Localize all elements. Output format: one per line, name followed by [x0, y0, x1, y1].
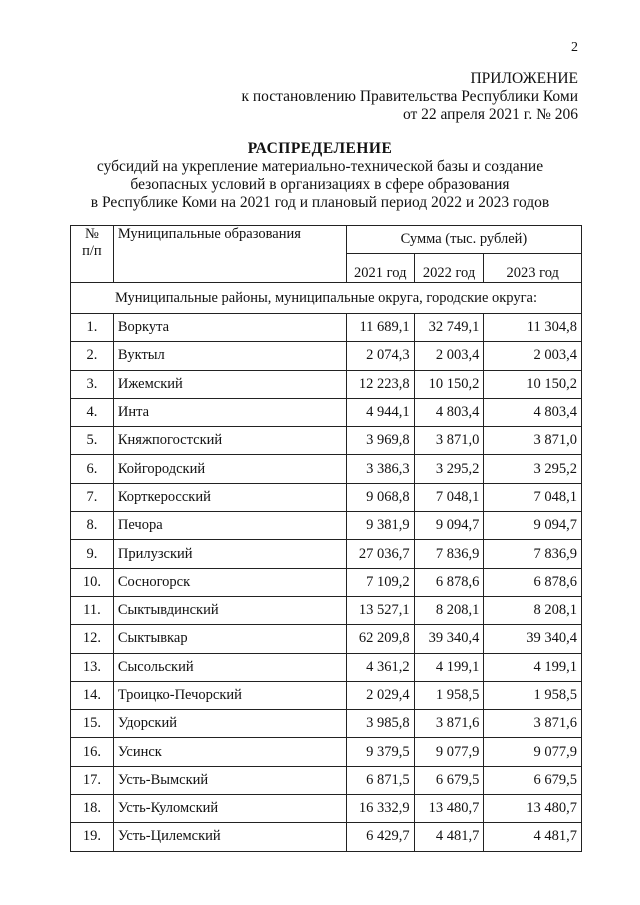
row-value-2023: 7 048,1 [484, 483, 582, 511]
table-row [71, 342, 582, 370]
row-municipality: Усть-Вымский [113, 766, 346, 794]
row-value-2023: 3 871,6 [484, 710, 582, 738]
row-municipality: Прилузский [113, 540, 346, 568]
row-number: 19. [71, 823, 114, 851]
row-municipality: Инта [113, 398, 346, 426]
row-municipality: Троицко-Печорский [113, 681, 346, 709]
appendix-block [241, 70, 578, 124]
row-value-2022: 32 749,1 [414, 314, 484, 342]
distribution-table [70, 225, 582, 852]
header-year-2022: 2022 год [414, 254, 484, 283]
row-municipality: Усинск [113, 738, 346, 766]
row-value-2021: 9 379,5 [346, 738, 414, 766]
row-value-2023: 9 077,9 [484, 738, 582, 766]
row-value-2021: 9 068,8 [346, 483, 414, 511]
table-row [71, 823, 582, 851]
row-value-2023: 39 340,4 [484, 625, 582, 653]
row-municipality: Сыктывкар [113, 625, 346, 653]
table-row [71, 540, 582, 568]
row-number: 8. [71, 512, 114, 540]
row-municipality: Усть-Куломский [113, 795, 346, 823]
header-year-2021: 2021 год [346, 254, 414, 283]
row-value-2022: 10 150,2 [414, 370, 484, 398]
row-value-2022: 4 803,4 [414, 398, 484, 426]
row-municipality: Сысольский [113, 653, 346, 681]
row-value-2023: 13 480,7 [484, 795, 582, 823]
title-heading: РАСПРЕДЕЛЕНИЕ [247, 140, 393, 157]
row-value-2021: 13 527,1 [346, 596, 414, 624]
row-value-2021: 2 029,4 [346, 681, 414, 709]
row-value-2022: 6 679,5 [414, 766, 484, 794]
title-line-1: субсидий на укрепление материально-технической базы и создание [96, 158, 544, 175]
section-label: Муниципальные районы, муниципальные округа, городские округа: [71, 283, 582, 314]
row-value-2023: 3 871,0 [484, 427, 582, 455]
row-value-2021: 9 381,9 [346, 512, 414, 540]
row-municipality: Усть-Цилемский [113, 823, 346, 851]
row-value-2023: 3 295,2 [484, 455, 582, 483]
header-number-symbol: № [85, 226, 99, 242]
table-row [71, 398, 582, 426]
appendix-resolution: к постановлению Правительства Республики Коми [241, 88, 578, 105]
row-number: 6. [71, 455, 114, 483]
title-line-2: безопасных условий в организациях в сфере образования [130, 176, 510, 193]
document-title [60, 140, 580, 212]
row-value-2021: 2 074,3 [346, 342, 414, 370]
row-value-2023: 2 003,4 [484, 342, 582, 370]
table-row [71, 596, 582, 624]
row-value-2022: 39 340,4 [414, 625, 484, 653]
table-row [71, 314, 582, 342]
row-value-2022: 2 003,4 [414, 342, 484, 370]
row-value-2021: 3 969,8 [346, 427, 414, 455]
row-value-2023: 4 199,1 [484, 653, 582, 681]
row-municipality: Сыктывдинский [113, 596, 346, 624]
row-value-2022: 9 094,7 [414, 512, 484, 540]
page-number: 2 [571, 40, 578, 55]
appendix-label: ПРИЛОЖЕНИЕ [470, 70, 578, 87]
header-number-abbr: п/п [82, 243, 102, 259]
row-number: 18. [71, 795, 114, 823]
row-value-2023: 9 094,7 [484, 512, 582, 540]
row-number: 12. [71, 625, 114, 653]
row-number: 10. [71, 568, 114, 596]
row-municipality: Ижемский [113, 370, 346, 398]
row-number: 9. [71, 540, 114, 568]
row-value-2021: 3 985,8 [346, 710, 414, 738]
row-number: 11. [71, 596, 114, 624]
table-row [71, 766, 582, 794]
row-value-2022: 3 871,6 [414, 710, 484, 738]
row-value-2021: 16 332,9 [346, 795, 414, 823]
table-row [71, 653, 582, 681]
row-number: 15. [71, 710, 114, 738]
row-value-2022: 6 878,6 [414, 568, 484, 596]
table-row [71, 455, 582, 483]
row-value-2023: 1 958,5 [484, 681, 582, 709]
row-value-2023: 6 878,6 [484, 568, 582, 596]
row-municipality: Печора [113, 512, 346, 540]
row-value-2023: 4 481,7 [484, 823, 582, 851]
row-number: 5. [71, 427, 114, 455]
header-number [71, 226, 114, 283]
row-value-2021: 7 109,2 [346, 568, 414, 596]
table-row [71, 625, 582, 653]
row-value-2021: 62 209,8 [346, 625, 414, 653]
row-value-2023: 11 304,8 [484, 314, 582, 342]
row-value-2023: 8 208,1 [484, 596, 582, 624]
row-municipality: Воркута [113, 314, 346, 342]
row-value-2022: 9 077,9 [414, 738, 484, 766]
row-value-2022: 3 871,0 [414, 427, 484, 455]
table-row [71, 483, 582, 511]
row-value-2022: 1 958,5 [414, 681, 484, 709]
table-row [71, 427, 582, 455]
row-value-2023: 10 150,2 [484, 370, 582, 398]
header-municipality: Муниципальные образования [113, 226, 346, 283]
row-value-2022: 7 048,1 [414, 483, 484, 511]
row-municipality: Сосногорск [113, 568, 346, 596]
row-value-2023: 6 679,5 [484, 766, 582, 794]
table-row [71, 795, 582, 823]
row-value-2021: 6 871,5 [346, 766, 414, 794]
row-number: 3. [71, 370, 114, 398]
row-number: 1. [71, 314, 114, 342]
table-row [71, 681, 582, 709]
row-value-2022: 3 295,2 [414, 455, 484, 483]
row-municipality: Княжпогостский [113, 427, 346, 455]
row-number: 17. [71, 766, 114, 794]
row-municipality: Вуктыл [113, 342, 346, 370]
title-line-3: в Республике Коми на 2021 год и плановый период 2022 и 2023 годов [90, 194, 550, 211]
table-row [71, 512, 582, 540]
row-value-2021: 27 036,7 [346, 540, 414, 568]
table-row [71, 568, 582, 596]
row-number: 14. [71, 681, 114, 709]
row-value-2022: 4 199,1 [414, 653, 484, 681]
row-value-2022: 13 480,7 [414, 795, 484, 823]
row-value-2021: 12 223,8 [346, 370, 414, 398]
table-row [71, 738, 582, 766]
row-value-2022: 4 481,7 [414, 823, 484, 851]
row-number: 16. [71, 738, 114, 766]
appendix-date: от 22 апреля 2021 г. № 206 [402, 106, 578, 123]
row-number: 4. [71, 398, 114, 426]
table-row [71, 370, 582, 398]
row-value-2021: 4 361,2 [346, 653, 414, 681]
row-value-2022: 8 208,1 [414, 596, 484, 624]
row-municipality: Корткеросский [113, 483, 346, 511]
row-value-2021: 4 944,1 [346, 398, 414, 426]
header-sum: Сумма (тыс. рублей) [346, 226, 581, 254]
row-number: 2. [71, 342, 114, 370]
row-municipality: Койгородский [113, 455, 346, 483]
table-row [71, 710, 582, 738]
header-year-2023: 2023 год [484, 254, 582, 283]
row-municipality: Удорский [113, 710, 346, 738]
row-value-2022: 7 836,9 [414, 540, 484, 568]
row-value-2021: 6 429,7 [346, 823, 414, 851]
row-value-2023: 7 836,9 [484, 540, 582, 568]
row-value-2021: 11 689,1 [346, 314, 414, 342]
row-number: 13. [71, 653, 114, 681]
row-value-2023: 4 803,4 [484, 398, 582, 426]
row-number: 7. [71, 483, 114, 511]
row-value-2021: 3 386,3 [346, 455, 414, 483]
